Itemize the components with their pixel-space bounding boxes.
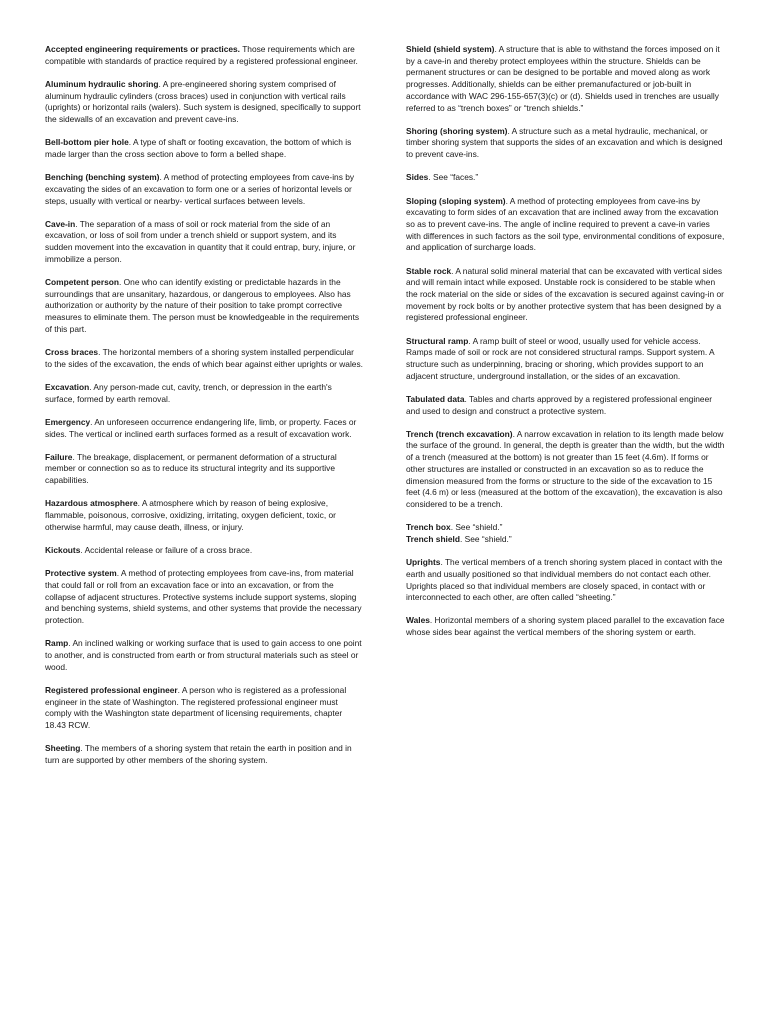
glossary-entry bbox=[45, 79, 363, 126]
glossary-entry bbox=[45, 685, 363, 732]
glossary-entry bbox=[45, 498, 363, 533]
glossary-entry bbox=[45, 452, 363, 487]
glossary-term: Hazardous atmosphere bbox=[45, 498, 138, 509]
glossary-entry bbox=[406, 534, 726, 546]
glossary-entry bbox=[406, 266, 726, 325]
glossary-term: Tabulated data bbox=[406, 393, 465, 404]
glossary-definition: . A natural solid mineral material that can be excavated with vertical sides and will remain intact while exposed. Unstable rock is considered to be stable when the rock material on the side or sides of the excavation is secured against caving-in or movement by rock bolts or by another protective system that has been designed by a registered professional engineer. bbox=[406, 265, 724, 323]
glossary-definition: . A method of protecting employees from cave-ins by excavating the sides of an excavation to form one or a series of horizontal levels or steps, usually with vertical or nearby- vertical surfaces between levels. bbox=[45, 172, 355, 206]
glossary-entry bbox=[45, 219, 363, 266]
glossary-term: Cross braces bbox=[45, 347, 99, 358]
glossary-definition: . The separation of a mass of soil or rock material from the side of an excavation, or loss of soil from under a trench shield or support system, and its sudden movement into the excavation in quantity that it could entrap, bury, injure, or immobilize a person. bbox=[45, 218, 356, 264]
glossary-definition: . The horizontal members of a shoring system installed perpendicular to the sides of the excavation, the ends of which bear against either uprights or wales. bbox=[45, 347, 363, 369]
glossary-definition: . A ramp built of steel or wood, usually used for vehicle access. Ramps made of soil or rock are not considered structural ramps. Support system. A structure such as underpinning, bracing or shoring, which provides support to an adjacent structure, underground installation, or the sides of an excavation. bbox=[406, 335, 715, 381]
glossary-term: Competent person bbox=[45, 277, 119, 288]
glossary-definition: . One who can identify existing or predictable hazards in the surroundings that are unsanitary, hazardous, or dangerous to employees. Also has authorization or authority by the nature of their position to take prompt corrective measures to eliminate them. The person must be knowledgeable in the requirements of this part. bbox=[45, 277, 360, 334]
glossary-entry bbox=[406, 522, 726, 534]
glossary-definition: . An unforeseen occurrence endangering life, limb, or property. Faces or sides. The vertical or inclined earth surfaces formed as a result of excavation work. bbox=[45, 416, 357, 439]
glossary-definition: . Any person-made cut, cavity, trench, or depression in the earth's surface, formed by earth removal. bbox=[45, 381, 332, 404]
glossary-entry bbox=[45, 44, 363, 67]
glossary-entry bbox=[406, 172, 726, 184]
glossary-term: Trench (trench excavation) bbox=[406, 428, 513, 439]
glossary-term: Cave-in bbox=[45, 218, 76, 229]
glossary-definition: . Accidental release or failure of a cross brace. bbox=[80, 545, 253, 555]
glossary-entry bbox=[45, 545, 363, 557]
glossary-left-column bbox=[45, 44, 363, 778]
glossary-definition: . A method of protecting employees from cave-ins, from material that could fall or roll from an excavation face or into an excavation, or from the collapse of adjacent structures. Protective systems include support systems, sloping and benching systems, shield systems, and other systems that provide the necessary protection. bbox=[45, 568, 362, 626]
glossary-definition: . An inclined walking or working surface that is used to gain access to one point to another, and is constructed from earth or from structural materials such as steel or wood. bbox=[45, 638, 362, 672]
glossary-term: Trench box bbox=[406, 522, 451, 533]
glossary-term: Excavation bbox=[45, 381, 90, 392]
glossary-right-column bbox=[406, 44, 726, 650]
glossary-entry bbox=[45, 137, 363, 160]
glossary-definition: . Tables and charts approved by a registered professional engineer and used to design and construct a protective system. bbox=[406, 393, 713, 416]
glossary-term: Benching (benching system) bbox=[45, 172, 160, 183]
glossary-term: Shield (shield system) bbox=[406, 44, 495, 54]
glossary-definition: Those requirements which are compatible with standards of practice required by a registered professional engineer. bbox=[45, 44, 358, 66]
glossary-term: Stable rock bbox=[406, 265, 452, 276]
glossary-term: Structural ramp bbox=[406, 335, 469, 346]
glossary-entry bbox=[406, 615, 726, 638]
glossary-entry bbox=[406, 557, 726, 604]
glossary-entry bbox=[45, 172, 363, 207]
glossary-entry bbox=[406, 336, 726, 383]
glossary-definition: . See “faces.” bbox=[428, 172, 479, 183]
glossary-definition: . The breakage, displacement, or permanent deformation of a structural member or connection so as to reduce its structural integrity and its supportive capabilities. bbox=[45, 451, 337, 486]
glossary-entry bbox=[406, 429, 726, 511]
glossary-term: Bell-bottom pier hole bbox=[45, 137, 129, 148]
glossary-definition: . Horizontal members of a shoring system placed parallel to the excavation face whose sides bear against the vertical members of the shoring system or earth. bbox=[406, 615, 725, 638]
glossary-entry bbox=[45, 638, 363, 673]
glossary-term: Trench shield bbox=[406, 533, 460, 544]
glossary-entry bbox=[45, 277, 363, 336]
glossary-term: Kickouts bbox=[45, 545, 81, 555]
glossary-definition: . The members of a shoring system that retain the earth in position and in turn are supported by other members of the shoring system. bbox=[45, 743, 352, 765]
glossary-definition: . A person who is registered as a professional engineer in the state of Washington. The registered professional engineer must comply with the Washington state department of licensing requirements, chapter 18.43 RCW. bbox=[45, 684, 347, 730]
glossary-entry bbox=[45, 382, 363, 405]
glossary-entry bbox=[45, 743, 363, 766]
glossary-term: Failure bbox=[45, 451, 73, 462]
glossary-definition: . See “shield.” bbox=[460, 533, 512, 544]
glossary-term: Ramp bbox=[45, 638, 69, 649]
glossary-definition: . See “shield.” bbox=[450, 522, 503, 533]
glossary-entry bbox=[406, 196, 726, 255]
glossary-definition: . A structure that is able to withstand the forces imposed on it by a cave-in and thereby protect employees within the structure. Shields can be permanent structures or can be designed to be portable and moved along as work progresses. Additionally, shields can be either premanufactured or job-built in accordance with WAC 296-155-657(3)(c) or (d). Shields used in trenches are usually referred to as “trench boxes” or “trench shields.” bbox=[406, 44, 720, 113]
glossary-definition: . A type of shaft or footing excavation, the bottom of which is made larger than the cross section above to form a belled shape. bbox=[45, 137, 352, 159]
glossary-term: Sides bbox=[406, 172, 429, 183]
glossary-entry bbox=[45, 568, 363, 627]
glossary-definition: . The vertical members of a trench shoring system placed in contact with the earth and usually positioned so that individual members do not contact each other. Uprights placed so that individual members are closely spaced, in contact with or interconnected to each other, are often called “sheeting.” bbox=[406, 557, 723, 603]
glossary-entry bbox=[45, 417, 363, 440]
glossary-entry bbox=[406, 394, 726, 417]
glossary-entry bbox=[45, 347, 363, 370]
glossary-term: Protective system bbox=[45, 568, 117, 579]
glossary-term: Uprights bbox=[406, 557, 441, 568]
glossary-term: Sloping (sloping system) bbox=[406, 195, 506, 206]
glossary-term: Registered professional engineer bbox=[45, 684, 178, 695]
glossary-term: Sheeting bbox=[45, 743, 81, 754]
glossary-definition: . A structure such as a metal hydraulic, mechanical, or timber shoring system that supports the sides of an excavation and which is designed to prevent cave-ins. bbox=[406, 125, 723, 160]
glossary-term: Emergency bbox=[45, 416, 91, 427]
glossary-term: Wales bbox=[406, 615, 430, 626]
glossary-definition: . A method of protecting employees from cave-ins by excavating to form sides of an excavation that are inclined away from the excavation so as to prevent cave-ins. The angle of incline required to prevent a cave-in varies with differences in such factors as the soil type, environmental conditions of exposure, and application of surcharge loads. bbox=[406, 195, 725, 253]
glossary-definition: . A atmosphere which by reason of being explosive, flammable, poisonous, corrosive, oxidizing, irritating, oxygen deficient, toxic, or otherwise harmful, may cause death, illness, or injury. bbox=[45, 498, 336, 532]
glossary-entry bbox=[406, 44, 726, 114]
glossary-term: Shoring (shoring system) bbox=[406, 125, 508, 136]
glossary-term: Aluminum hydraulic shoring bbox=[45, 78, 159, 89]
glossary-definition: . A narrow excavation in relation to its length made below the surface of the ground. In general, the depth is greater than the width, but the width of a trench (measured at the bottom) is not greater than 15 feet (4.6m). If forms or other structures are installed or constructed in an excavation so as to reduce the dimension measured from the forms or structure to the side of the excavation to 15 feet (4.6 m) or less (measured at the bottom of the excavation), the excavation is also considered to be a trench. bbox=[406, 428, 725, 509]
glossary-entry bbox=[406, 126, 726, 161]
glossary-term: Accepted engineering requirements or practices. bbox=[45, 44, 241, 54]
glossary-definition: . A pre-engineered shoring system comprised of aluminum hydraulic cylinders (cross braces) used in conjunction with vertical rails (uprights) or horizontal rails (walers). Such system is designed, specifically to support the sidewalls of an excavation and prevent cave-ins. bbox=[45, 78, 361, 125]
